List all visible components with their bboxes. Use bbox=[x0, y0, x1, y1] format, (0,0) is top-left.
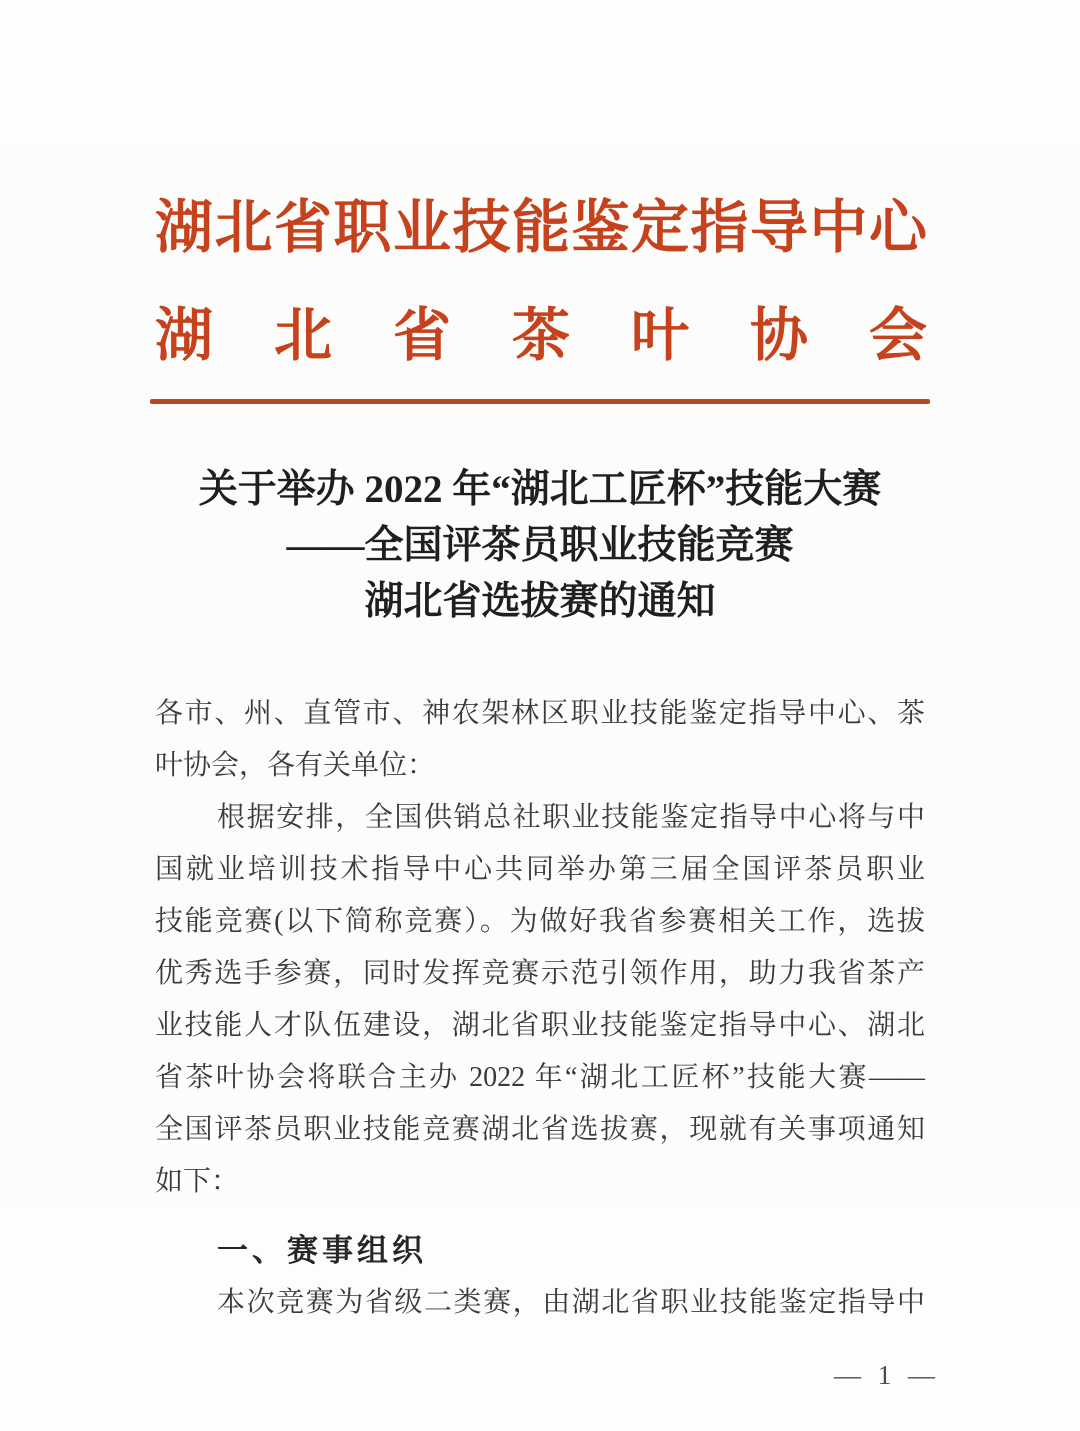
body-line-salutation-2: 叶协会，各有关单位： bbox=[155, 750, 436, 781]
title-line-3: 湖北省选拔赛的通知 bbox=[364, 580, 716, 623]
letterhead-org-line-1: 湖北省职业技能鉴定指导中心 bbox=[155, 195, 927, 260]
body-line-paragraph: 省茶叶协会将联合主办 2022 年“湖北工匠杯”技能大赛—— bbox=[155, 1062, 925, 1093]
section-heading-1: 一、赛事组织 bbox=[217, 1233, 427, 1268]
title-line-2: ——全国评茶员职业技能竞赛 bbox=[286, 524, 794, 567]
body-line-paragraph: 如下： bbox=[155, 1166, 240, 1197]
document-title bbox=[0, 462, 1080, 630]
body-line-paragraph: 国就业培训技术指导中心共同举办第三届全国评茶员职业 bbox=[155, 854, 925, 885]
body-line-paragraph: 优秀选手参赛，同时发挥竞赛示范引领作用，助力我省茶产 bbox=[155, 958, 925, 989]
body-line-paragraph: 根据安排，全国供销总社职业技能鉴定指导中心将与中 bbox=[217, 802, 925, 833]
body-line-paragraph: 业技能人才队伍建设，湖北省职业技能鉴定指导中心、湖北 bbox=[155, 1010, 925, 1041]
document-body bbox=[155, 688, 925, 1329]
letterhead-divider-rule bbox=[150, 399, 930, 404]
letterhead-org-line-2: 湖北省茶叶协会 bbox=[155, 303, 927, 368]
title-line-1: 关于举办 2022 年“湖北工匠杯”技能大赛 bbox=[198, 468, 882, 511]
body-line-paragraph: 全国评茶员职业技能竞赛湖北省选拔赛，现就有关事项通知 bbox=[155, 1114, 925, 1145]
page-number: — 1 — bbox=[834, 1360, 940, 1390]
body-line-paragraph: 本次竞赛为省级二类赛，由湖北省职业技能鉴定指导中 bbox=[217, 1287, 925, 1318]
body-line-paragraph: 技能竞赛(以下简称竞赛）。为做好我省参赛相关工作，选拔 bbox=[155, 906, 925, 937]
body-line-salutation-1: 各市、州、直管市、神农架林区职业技能鉴定指导中心、茶 bbox=[155, 698, 925, 729]
